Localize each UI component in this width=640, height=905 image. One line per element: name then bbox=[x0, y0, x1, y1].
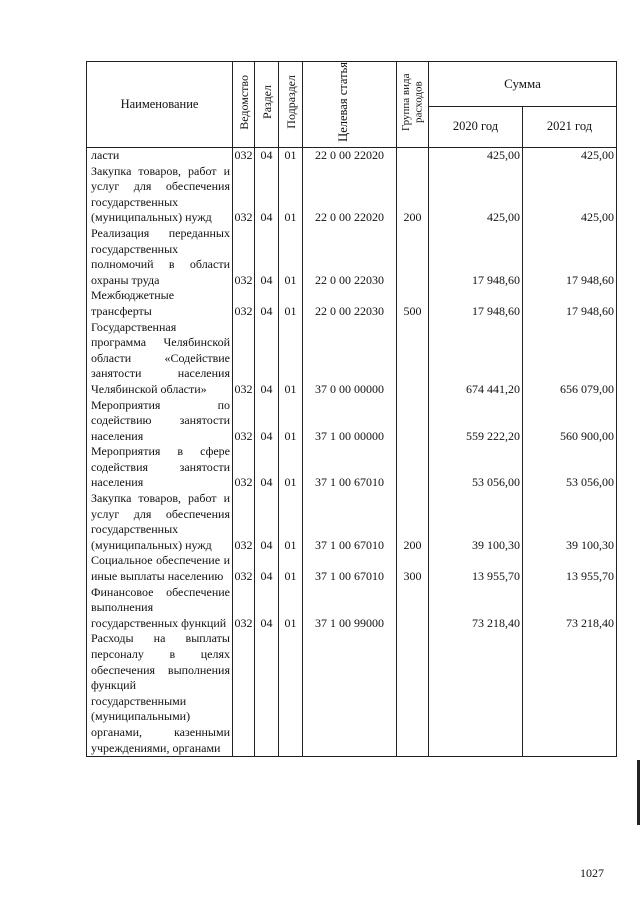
row-razdel: 04 bbox=[255, 288, 279, 319]
row-name: Мероприятия по содействию занятости населения bbox=[87, 398, 233, 445]
row-sum-2021: 53 056,00 bbox=[523, 444, 617, 491]
row-celevaya-statya bbox=[303, 631, 397, 756]
row-gruppa-vida bbox=[397, 585, 429, 632]
row-gruppa-vida: 200 bbox=[397, 491, 429, 553]
row-celevaya-statya: 37 1 00 00000 bbox=[303, 398, 397, 445]
table-row bbox=[87, 164, 617, 226]
row-sum-2020: 73 218,40 bbox=[429, 585, 523, 632]
row-razdel: 04 bbox=[255, 164, 279, 226]
header-gruppa-cell bbox=[397, 62, 429, 148]
row-sum-2020: 17 948,60 bbox=[429, 226, 523, 288]
row-sum-2020: 39 100,30 bbox=[429, 491, 523, 553]
page-number: 1027 bbox=[580, 866, 604, 880]
row-sum-2020: 559 222,20 bbox=[429, 398, 523, 445]
row-razdel: 04 bbox=[255, 148, 279, 164]
budget-table bbox=[86, 61, 617, 757]
row-celevaya-statya: 22 0 00 22030 bbox=[303, 226, 397, 288]
row-sum-2021: 560 900,00 bbox=[523, 398, 617, 445]
header-vedomstvo-cell bbox=[233, 62, 255, 148]
table-row bbox=[87, 585, 617, 632]
header-summa: Сумма bbox=[429, 62, 617, 107]
row-sum-2021: 656 079,00 bbox=[523, 320, 617, 398]
row-celevaya-statya: 37 1 00 67010 bbox=[303, 553, 397, 584]
row-razdel: 04 bbox=[255, 491, 279, 553]
row-vedomstvo: 032 bbox=[233, 585, 255, 632]
row-vedomstvo: 032 bbox=[233, 398, 255, 445]
row-celevaya-statya: 37 1 00 99000 bbox=[303, 585, 397, 632]
row-sum-2021 bbox=[523, 631, 617, 756]
row-name: Мероприятия в сфере содействия занятости населения bbox=[87, 444, 233, 491]
row-podrazdel: 01 bbox=[279, 444, 303, 491]
row-vedomstvo bbox=[233, 631, 255, 756]
table-row bbox=[87, 398, 617, 445]
row-sum-2020: 17 948,60 bbox=[429, 288, 523, 319]
header-celevaya-statya: Целевая статья bbox=[335, 62, 350, 143]
row-razdel: 04 bbox=[255, 320, 279, 398]
row-sum-2020: 674 441,20 bbox=[429, 320, 523, 398]
row-razdel: 04 bbox=[255, 398, 279, 445]
row-razdel: 04 bbox=[255, 585, 279, 632]
row-razdel: 04 bbox=[255, 553, 279, 584]
row-name: Закупка товаров, работ и услуг для обеспечения государственных (муниципальных) нужд bbox=[87, 164, 233, 226]
table-row bbox=[87, 491, 617, 553]
table-row bbox=[87, 631, 617, 756]
table-row bbox=[87, 320, 617, 398]
header-podrazdel-cell bbox=[279, 62, 303, 148]
table-header-row bbox=[87, 62, 617, 107]
row-vedomstvo: 032 bbox=[233, 553, 255, 584]
row-razdel: 04 bbox=[255, 444, 279, 491]
row-sum-2021: 425,00 bbox=[523, 148, 617, 164]
row-podrazdel: 01 bbox=[279, 164, 303, 226]
row-sum-2021: 17 948,60 bbox=[523, 226, 617, 288]
row-name: Расходы на выплаты персоналу в целях обеспечения выполнения функций государственными (муниципальными) органами, казенными учреждениями, органами bbox=[87, 631, 233, 756]
row-podrazdel: 01 bbox=[279, 320, 303, 398]
row-vedomstvo: 032 bbox=[233, 320, 255, 398]
row-razdel: 04 bbox=[255, 226, 279, 288]
row-celevaya-statya: 37 0 00 00000 bbox=[303, 320, 397, 398]
row-podrazdel: 01 bbox=[279, 553, 303, 584]
row-sum-2020: 13 955,70 bbox=[429, 553, 523, 584]
header-podrazdel: Подраздел bbox=[283, 75, 298, 130]
row-razdel bbox=[255, 631, 279, 756]
row-vedomstvo: 032 bbox=[233, 444, 255, 491]
row-celevaya-statya: 37 1 00 67010 bbox=[303, 491, 397, 553]
row-sum-2021: 425,00 bbox=[523, 164, 617, 226]
row-sum-2020 bbox=[429, 631, 523, 756]
row-name: Государственная программа Челябинской области «Содействие занятости населения Челябинской области» bbox=[87, 320, 233, 398]
row-vedomstvo: 032 bbox=[233, 491, 255, 553]
row-gruppa-vida bbox=[397, 444, 429, 491]
row-vedomstvo: 032 bbox=[233, 164, 255, 226]
header-vedomstvo: Ведомство bbox=[236, 74, 251, 130]
row-name: Межбюджетные трансферты bbox=[87, 288, 233, 319]
row-gruppa-vida bbox=[397, 631, 429, 756]
table-body bbox=[87, 148, 617, 757]
header-gruppa-vida: Группа вида расходов bbox=[399, 73, 424, 131]
table-row bbox=[87, 148, 617, 164]
header-razdel-cell bbox=[255, 62, 279, 148]
row-gruppa-vida bbox=[397, 320, 429, 398]
row-sum-2020: 425,00 bbox=[429, 164, 523, 226]
row-gruppa-vida: 200 bbox=[397, 164, 429, 226]
table-row bbox=[87, 226, 617, 288]
row-vedomstvo: 032 bbox=[233, 226, 255, 288]
row-gruppa-vida bbox=[397, 226, 429, 288]
row-celevaya-statya: 22 0 00 22030 bbox=[303, 288, 397, 319]
row-celevaya-statya: 22 0 00 22020 bbox=[303, 148, 397, 164]
row-gruppa-vida: 300 bbox=[397, 553, 429, 584]
row-podrazdel: 01 bbox=[279, 148, 303, 164]
row-podrazdel: 01 bbox=[279, 491, 303, 553]
table-row bbox=[87, 444, 617, 491]
row-sum-2020: 53 056,00 bbox=[429, 444, 523, 491]
row-sum-2020: 425,00 bbox=[429, 148, 523, 164]
header-name: Наименование bbox=[87, 62, 233, 148]
row-sum-2021: 13 955,70 bbox=[523, 553, 617, 584]
table-row bbox=[87, 553, 617, 584]
row-sum-2021: 39 100,30 bbox=[523, 491, 617, 553]
row-name: Реализация переданных государственных полномочий в области охраны труда bbox=[87, 226, 233, 288]
row-name: Социальное обеспечение и иные выплаты населению bbox=[87, 553, 233, 584]
row-name: ласти bbox=[87, 148, 233, 164]
row-podrazdel: 01 bbox=[279, 398, 303, 445]
row-gruppa-vida bbox=[397, 398, 429, 445]
row-podrazdel bbox=[279, 631, 303, 756]
header-celevaya-cell bbox=[303, 62, 397, 148]
row-name: Закупка товаров, работ и услуг для обеспечения государственных (муниципальных) нужд bbox=[87, 491, 233, 553]
row-celevaya-statya: 22 0 00 22020 bbox=[303, 164, 397, 226]
row-podrazdel: 01 bbox=[279, 585, 303, 632]
header-year-2020: 2020 год bbox=[429, 107, 523, 148]
row-podrazdel: 01 bbox=[279, 226, 303, 288]
row-name: Финансовое обеспечение выполнения государственных функций bbox=[87, 585, 233, 632]
row-vedomstvo: 032 bbox=[234, 148, 253, 162]
row-gruppa-vida: 500 bbox=[397, 288, 429, 319]
table-row bbox=[87, 288, 617, 319]
row-sum-2021: 17 948,60 bbox=[523, 288, 617, 319]
header-year-2021: 2021 год bbox=[523, 107, 617, 148]
row-vedomstvo: 032 bbox=[233, 288, 255, 319]
row-gruppa-vida bbox=[397, 148, 429, 164]
row-celevaya-statya: 37 1 00 67010 bbox=[303, 444, 397, 491]
header-razdel: Раздел bbox=[259, 85, 274, 120]
row-podrazdel: 01 bbox=[279, 288, 303, 319]
row-sum-2021: 73 218,40 bbox=[523, 585, 617, 632]
